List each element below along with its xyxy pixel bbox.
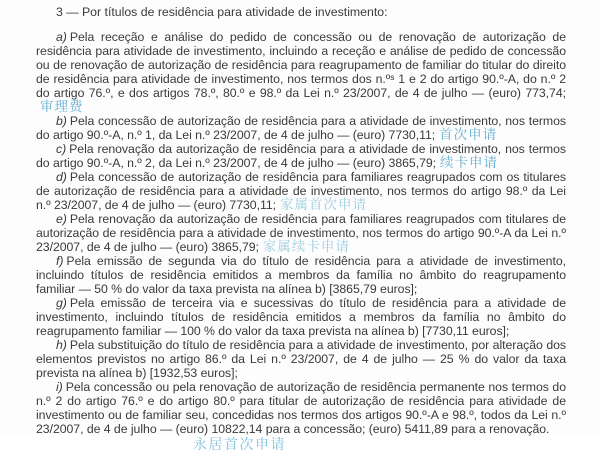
- paragraph-a-label: a): [56, 30, 67, 44]
- annotation-fee-review: 审理费: [40, 99, 84, 114]
- paragraph-e-label: e): [56, 212, 67, 226]
- annotation-permanent-first-application: 永居首次申请: [193, 436, 286, 452]
- paragraph-b-text: Pela concessão de autorização de residência para a atividade de investimento, nos termos do artigo 90.º-A, n.º 1, da Lei n.º 23/2007, de 4 de julho — (euro) 7730,11;: [36, 114, 566, 142]
- paragraph-g-text: Pela emissão de terceira via e sucessivas do título de residência para a atividade de investimento, incluindo títulos de residência emitidos a membros da família no âmbito do reagrupamento familiar — 100 % do valor da taxa prevista na alínea b) [7730,11 euros];: [36, 296, 566, 338]
- paragraph-c: [36, 142, 566, 170]
- paragraph-g: [36, 296, 566, 338]
- paragraph-a-text: Pela receção e análise do pedido de concessão ou de renovação de autorização de residência para atividade de investimento, incluindo a receção e análise de pedido de concessão ou de renovação de autorização de residência para reagrupamento de familiar do titular do direito de residência para atividade de investimento, nos termos dos n.ºˢ 1 e 2 do artigo 90.º-A, do n.º 2 do artigo 76.º, e dos artigos 78.º, 80.º e 98.º da Lei n.º 23/2007, de 4 de julho — (euro) 773,74;: [36, 30, 566, 100]
- paragraph-d-label: d): [56, 170, 67, 184]
- paragraph-a: [36, 30, 566, 114]
- paragraph-h: [36, 338, 566, 380]
- annotation-family-first-application: 家属首次申请: [279, 197, 367, 212]
- paragraph-d: [36, 170, 566, 212]
- paragraph-i-text: Pela concessão ou pela renovação de autorização de residência permanente nos termos do n.º 2 do artigo 76.º e do artigo 80.º para titular de autorização de residência para atividade de investimento ou de familiar seu, concedidas nos termos dos artigos 90.º-A e 98.º, todos da Lei n.º 23/2007, de 4 de julho — (euro) 10822,14 para a concessão; (euro) 5411,89 para a renovação.: [36, 380, 566, 436]
- paragraph-i: [36, 380, 566, 436]
- paragraph-d-text: Pela concessão de autorização de residência para familiares reagrupados com os titulares de autorização de residência para a atividade de investimento, nos termos do artigo 98.º da Lei n.º 23/2007, de 4 de julho — (euro) 7730,11;: [36, 170, 566, 212]
- paragraph-c-label: c): [56, 142, 67, 156]
- paragraph-e-text: Pela renovação da autorização de residência para familiares reagrupados com titulares de autorização de residência para a atividade de investimento, nos termos do artigo 90.º-A da Lei n.º 23/2007, de 4 de julho — (euro) 3865,79;: [36, 212, 566, 254]
- annotation-first-application: 首次申请: [439, 127, 498, 142]
- annotation-family-renewal-application: 家属续卡申请: [262, 239, 350, 254]
- paragraph-e: [36, 212, 566, 254]
- paragraph-c-text: Pela renovação da autorização de residência para a atividade de investimento, nos termos do artigo 90.º-A, n.º 2, da Lei n.º 23/2007, de 4 de julho — (euro) 3865,79;: [36, 142, 566, 170]
- paragraph-b: [36, 114, 566, 142]
- annotation-renewal-application: 续卡申请: [440, 155, 499, 170]
- paragraph-h-label: h): [56, 338, 67, 352]
- paragraph-i-label: i): [56, 380, 63, 394]
- paragraph-g-label: g): [56, 296, 67, 310]
- section-heading: 3 — Por títulos de residência para atividade de investimento:: [56, 5, 388, 19]
- paragraph-f: [36, 254, 566, 296]
- paragraph-h-text: Pela substituição do título de residência para a atividade de investimento, por alteração dos elementos previstos no artigo 86.º da Lei n.º 23/2007, de 4 de julho — 25 % do valor da taxa prevista na alínea b) [1932,53 euros];: [36, 338, 566, 380]
- paragraph-f-text: Pela emissão de segunda via do título de residência para a atividade de investimento, incluindo títulos de residência emitidos a membros da família no âmbito do reagrupamento familiar — 50 % do valor da taxa prevista na alínea b) [3865,79 euros];: [36, 254, 566, 296]
- paragraph-f-label: f): [56, 254, 64, 268]
- paragraph-b-label: b): [56, 114, 67, 128]
